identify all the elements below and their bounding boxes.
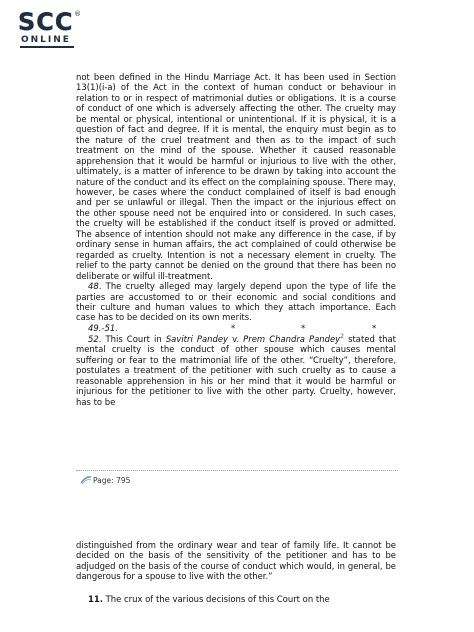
- omission-star: *: [231, 322, 236, 333]
- page-separator: [76, 470, 398, 471]
- judgment-text-block: [76, 594, 396, 604]
- omission-star: *: [301, 322, 306, 333]
- paragraph-11: 11. The crux of the various decisions of this Court on the: [88, 594, 330, 604]
- paragraph-continuation: distinguished from the ordinary wear and tear of family life. It cannot be decided on the basis of the sensitivity of the petitioner and has to be adjudged on the basis of the course of conduct which would, in general, be dangerous for a spouse to live with the other.”: [76, 540, 396, 582]
- paragraph-48: [76, 281, 396, 323]
- paragraph-49-51: 49.-51.: [88, 322, 118, 333]
- page-number: Page: 795: [93, 476, 131, 485]
- omitted-paragraphs-row: [76, 323, 396, 334]
- paragraph-47-cont: not been defined in the Hindu Marriage Act. It has been used in Section 13(1)(i-a) of the Act in the context of human conduct or behaviour in relation to or in respect of matrimonial duties or obligations. It is a course of conduct of one which is adversely affecting the other. The cruelty may be mental or physical, intentional or unintentional. If it is physical, it is a question of fact and degree. If it is mental, the enquiry must begin as to the nature of the cruel treatment and then as to the impact of such treatment on the mind of the spouse. Whether it caused reasonable apprehension that it would be harmful or injurious to live with the other, ultimately, is a matter of inference to be drawn by taking into account the nature of the conduct and its effect on the complaining spouse. There may, however, be cases where the conduct complained of itself is bad enough and per se unlawful or illegal. Then the impact or the injurious effect on the other spouse need not be enquired into or considered. In such cases, the cruelty will be established if the conduct itself is proved or admitted. The absence of intention should not make any difference in the case, if by ordinary sense in human affairs, the act complained of could otherwise be regarded as cruelty. Intention is not a necessary element in cruelty. The relief to the party cannot be denied on the ground that there has been no deliberate or wilful ill-treatment.: [76, 72, 396, 281]
- logo-underline: [20, 46, 74, 48]
- logo-subtitle: ONLINE: [21, 35, 71, 45]
- judgment-text-block: [76, 72, 396, 407]
- paragraph-number: 48: [88, 281, 99, 292]
- logo-registered-mark: ®: [74, 10, 81, 18]
- paragraph-number: 52: [88, 333, 99, 344]
- footnote-link[interactable]: 2: [340, 333, 344, 341]
- omission-star: *: [372, 322, 377, 333]
- paragraph-52: 52. This Court in Savitri Pandey v. Prem Chandra Pandey$^2$ stated that mental cruelty is the conduct of other spouse which causes mental suffering or fear to the matrimonial life of the other. “Cruelty”, therefore, postulates a treatment of the petitioner with such cruelty as to cause a reasonable apprehension in his or her mind that it would be harmful or injurious for the petitioner to live with the other party. Cruelty, however, has to be: [76, 333, 396, 407]
- case-name: Prem Chandra Pandey: [243, 333, 341, 344]
- logo-brand: SCC: [18, 8, 74, 36]
- page-icon: [80, 475, 92, 485]
- judgment-text-block: [76, 540, 396, 582]
- paragraph-48-text: . The cruelty alleged may largely depend upon the type of life the parties are accustomed to or their economic and social conditions and their culture and human values to which they attach importance. Each case has to be decided on its own merits.: [76, 281, 396, 323]
- case-name: Savitri Pandey: [165, 333, 229, 344]
- scc-online-logo: [18, 10, 80, 50]
- paragraph-number: 11.: [88, 594, 103, 604]
